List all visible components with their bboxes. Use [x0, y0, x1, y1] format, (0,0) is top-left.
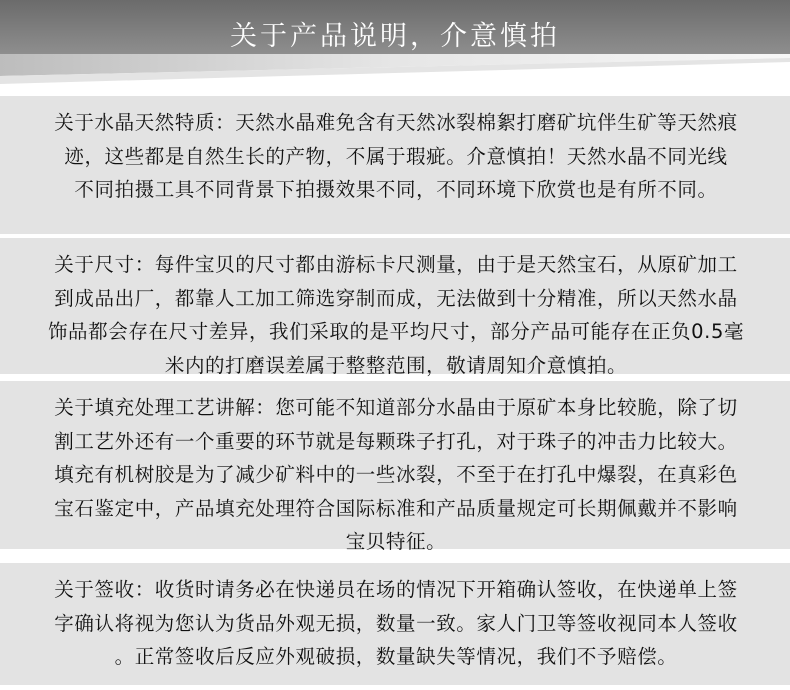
text-line: 填充有机树胶是为了减少矿料中的一些冰裂，不至于在打孔中爆裂，在真彩色	[54, 463, 738, 486]
text-line: 到成品出厂，都靠人工加工筛选穿制而成，无法做到十分精准，所以天然水晶	[54, 286, 738, 310]
text-line: 关于水晶天然特质：天然水晶难免含有天然冰裂棉絮打磨矿坑伴生矿等天然痕	[54, 111, 738, 134]
text-line: 迹，这些都是自然生长的产物，不属于瑕疵。介意慎拍！天然水晶不同光线	[64, 144, 728, 168]
header-banner	[0, 0, 790, 90]
text-line: 饰品都会存在尺寸差异，我们采取的是平均尺寸，部分产品可能存在正负0.5毫	[47, 320, 745, 343]
text-line: 关于尺寸：每件宝贝的尺寸都由游标卡尺测量，由于是天然宝石，从原矿加工	[54, 253, 738, 276]
filling-process-section	[0, 381, 790, 553]
text-line: 割工艺外还有一个重要的环节就是每颗珠子打孔，对于珠子的冲击力比较大。	[54, 429, 738, 453]
size-section	[0, 238, 790, 377]
crystal-nature-section	[0, 96, 790, 234]
text-line: 字确认将视为您认为货品外观无损，数量一致。家人门卫等签收视同本人签收	[54, 611, 738, 635]
text-line: 关于签收：收货时请务必在快递员在场的情况下开箱确认签收，在快递单上签	[54, 578, 738, 601]
text-line: 米内的打磨误差属于整整范围，敬请周知介意慎拍。	[164, 353, 628, 377]
text-line: 宝贝特征。	[345, 530, 447, 553]
text-line: 宝石鉴定中，产品填充处理符合国际标准和产品质量规定可长期佩戴并不影响	[54, 496, 738, 520]
delivery-receipt-section	[0, 563, 790, 685]
text-line: 不同拍摄工具不同背景下拍摄效果不同，不同环境下欣赏也是有所不同。	[74, 178, 718, 201]
text-line: 。正常签收后反应外观破损，数量缺失等情况，我们不予赔偿。	[114, 645, 678, 668]
page-title: 关于产品说明，介意慎拍	[230, 21, 560, 52]
text-line: 关于填充处理工艺讲解：您可能不知道部分水晶由于原矿本身比较脆，除了切	[54, 396, 738, 419]
